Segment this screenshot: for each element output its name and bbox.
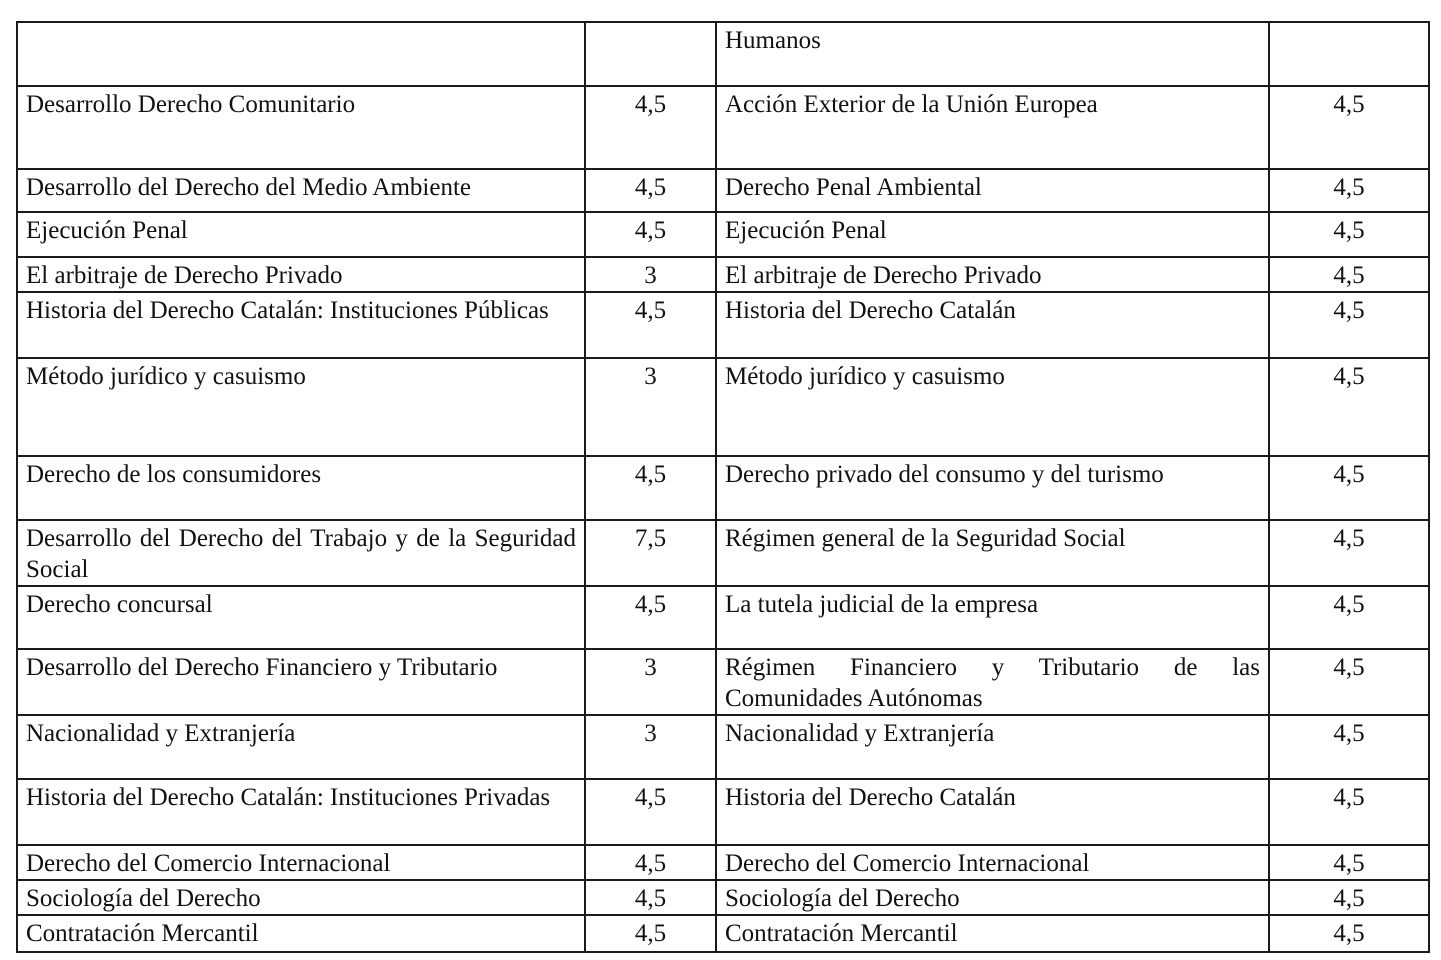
right-credits-cell: 4,5 — [1269, 169, 1429, 212]
left-subject-cell: Derecho concursal — [17, 586, 585, 649]
table-row — [17, 915, 1429, 952]
table-row — [17, 22, 1429, 86]
left-credits-cell: 4,5 — [585, 292, 716, 358]
right-credits-cell: 4,5 — [1269, 715, 1429, 779]
table-row — [17, 257, 1429, 292]
right-subject-cell: Contratación Mercantil — [716, 915, 1269, 952]
right-credits-cell: 4,5 — [1269, 880, 1429, 915]
left-credits-cell: 4,5 — [585, 915, 716, 952]
right-subject-cell: Ejecución Penal — [716, 212, 1269, 257]
right-credits-cell: 4,5 — [1269, 212, 1429, 257]
table-row — [17, 292, 1429, 358]
right-credits-cell: 4,5 — [1269, 292, 1429, 358]
left-credits-cell: 4,5 — [585, 86, 716, 169]
right-subject-cell: Sociología del Derecho — [716, 880, 1269, 915]
left-subject-cell: Contratación Mercantil — [17, 915, 585, 952]
left-subject-cell: Desarrollo del Derecho del Trabajo y de la Seguridad Social — [17, 520, 585, 586]
left-credits-cell: 3 — [585, 715, 716, 779]
left-subject-cell: Sociología del Derecho — [17, 880, 585, 915]
table-row — [17, 649, 1429, 715]
right-subject-cell: Régimen general de la Seguridad Social — [716, 520, 1269, 586]
left-subject-cell: Historia del Derecho Catalán: Instituciones Públicas — [17, 292, 585, 358]
right-credits-cell: 4,5 — [1269, 586, 1429, 649]
table-row — [17, 880, 1429, 915]
right-credits-cell — [1269, 22, 1429, 86]
table-row — [17, 456, 1429, 520]
left-subject-cell — [17, 22, 585, 86]
right-credits-cell: 4,5 — [1269, 779, 1429, 845]
right-subject-cell: Historia del Derecho Catalán — [716, 292, 1269, 358]
right-subject-cell: El arbitraje de Derecho Privado — [716, 257, 1269, 292]
right-subject-cell: Derecho del Comercio Internacional — [716, 845, 1269, 880]
right-subject-cell: La tutela judicial de la empresa — [716, 586, 1269, 649]
right-credits-cell: 4,5 — [1269, 358, 1429, 456]
left-subject-cell: Historia del Derecho Catalán: Instituciones Privadas — [17, 779, 585, 845]
right-credits-cell: 4,5 — [1269, 257, 1429, 292]
left-subject-cell: Desarrollo del Derecho del Medio Ambiente — [17, 169, 585, 212]
left-credits-cell: 4,5 — [585, 169, 716, 212]
right-credits-cell: 4,5 — [1269, 520, 1429, 586]
right-subject-cell: Derecho Penal Ambiental — [716, 169, 1269, 212]
left-subject-cell: Ejecución Penal — [17, 212, 585, 257]
table-row — [17, 358, 1429, 456]
table-row — [17, 779, 1429, 845]
right-credits-cell: 4,5 — [1269, 86, 1429, 169]
table-row — [17, 715, 1429, 779]
right-subject-cell: Historia del Derecho Catalán — [716, 779, 1269, 845]
table-body — [17, 22, 1429, 952]
table-row — [17, 845, 1429, 880]
left-credits-cell — [585, 22, 716, 86]
left-credits-cell: 4,5 — [585, 212, 716, 257]
equivalence-table — [16, 21, 1430, 953]
table-row — [17, 212, 1429, 257]
right-subject-cell: Régimen Financiero y Tributario de las Comunidades Autónomas — [716, 649, 1269, 715]
left-credits-cell: 3 — [585, 649, 716, 715]
table-row — [17, 86, 1429, 169]
table-row — [17, 586, 1429, 649]
right-credits-cell: 4,5 — [1269, 845, 1429, 880]
right-subject-cell: Derecho privado del consumo y del turismo — [716, 456, 1269, 520]
right-subject-cell: Nacionalidad y Extranjería — [716, 715, 1269, 779]
left-credits-cell: 3 — [585, 257, 716, 292]
left-subject-cell: Derecho del Comercio Internacional — [17, 845, 585, 880]
table-row — [17, 169, 1429, 212]
right-credits-cell: 4,5 — [1269, 456, 1429, 520]
right-credits-cell: 4,5 — [1269, 915, 1429, 952]
right-subject-cell: Acción Exterior de la Unión Europea — [716, 86, 1269, 169]
left-subject-cell: Desarrollo del Derecho Financiero y Tributario — [17, 649, 585, 715]
left-subject-cell: Derecho de los consumidores — [17, 456, 585, 520]
left-credits-cell: 7,5 — [585, 520, 716, 586]
right-subject-cell: Humanos — [716, 22, 1269, 86]
left-credits-cell: 4,5 — [585, 456, 716, 520]
table-row — [17, 520, 1429, 586]
right-subject-cell: Método jurídico y casuismo — [716, 358, 1269, 456]
left-subject-cell: Método jurídico y casuismo — [17, 358, 585, 456]
left-credits-cell: 4,5 — [585, 586, 716, 649]
right-credits-cell: 4,5 — [1269, 649, 1429, 715]
left-credits-cell: 4,5 — [585, 880, 716, 915]
left-credits-cell: 4,5 — [585, 845, 716, 880]
left-subject-cell: El arbitraje de Derecho Privado — [17, 257, 585, 292]
left-credits-cell: 3 — [585, 358, 716, 456]
left-credits-cell: 4,5 — [585, 779, 716, 845]
left-subject-cell: Desarrollo Derecho Comunitario — [17, 86, 585, 169]
left-subject-cell: Nacionalidad y Extranjería — [17, 715, 585, 779]
